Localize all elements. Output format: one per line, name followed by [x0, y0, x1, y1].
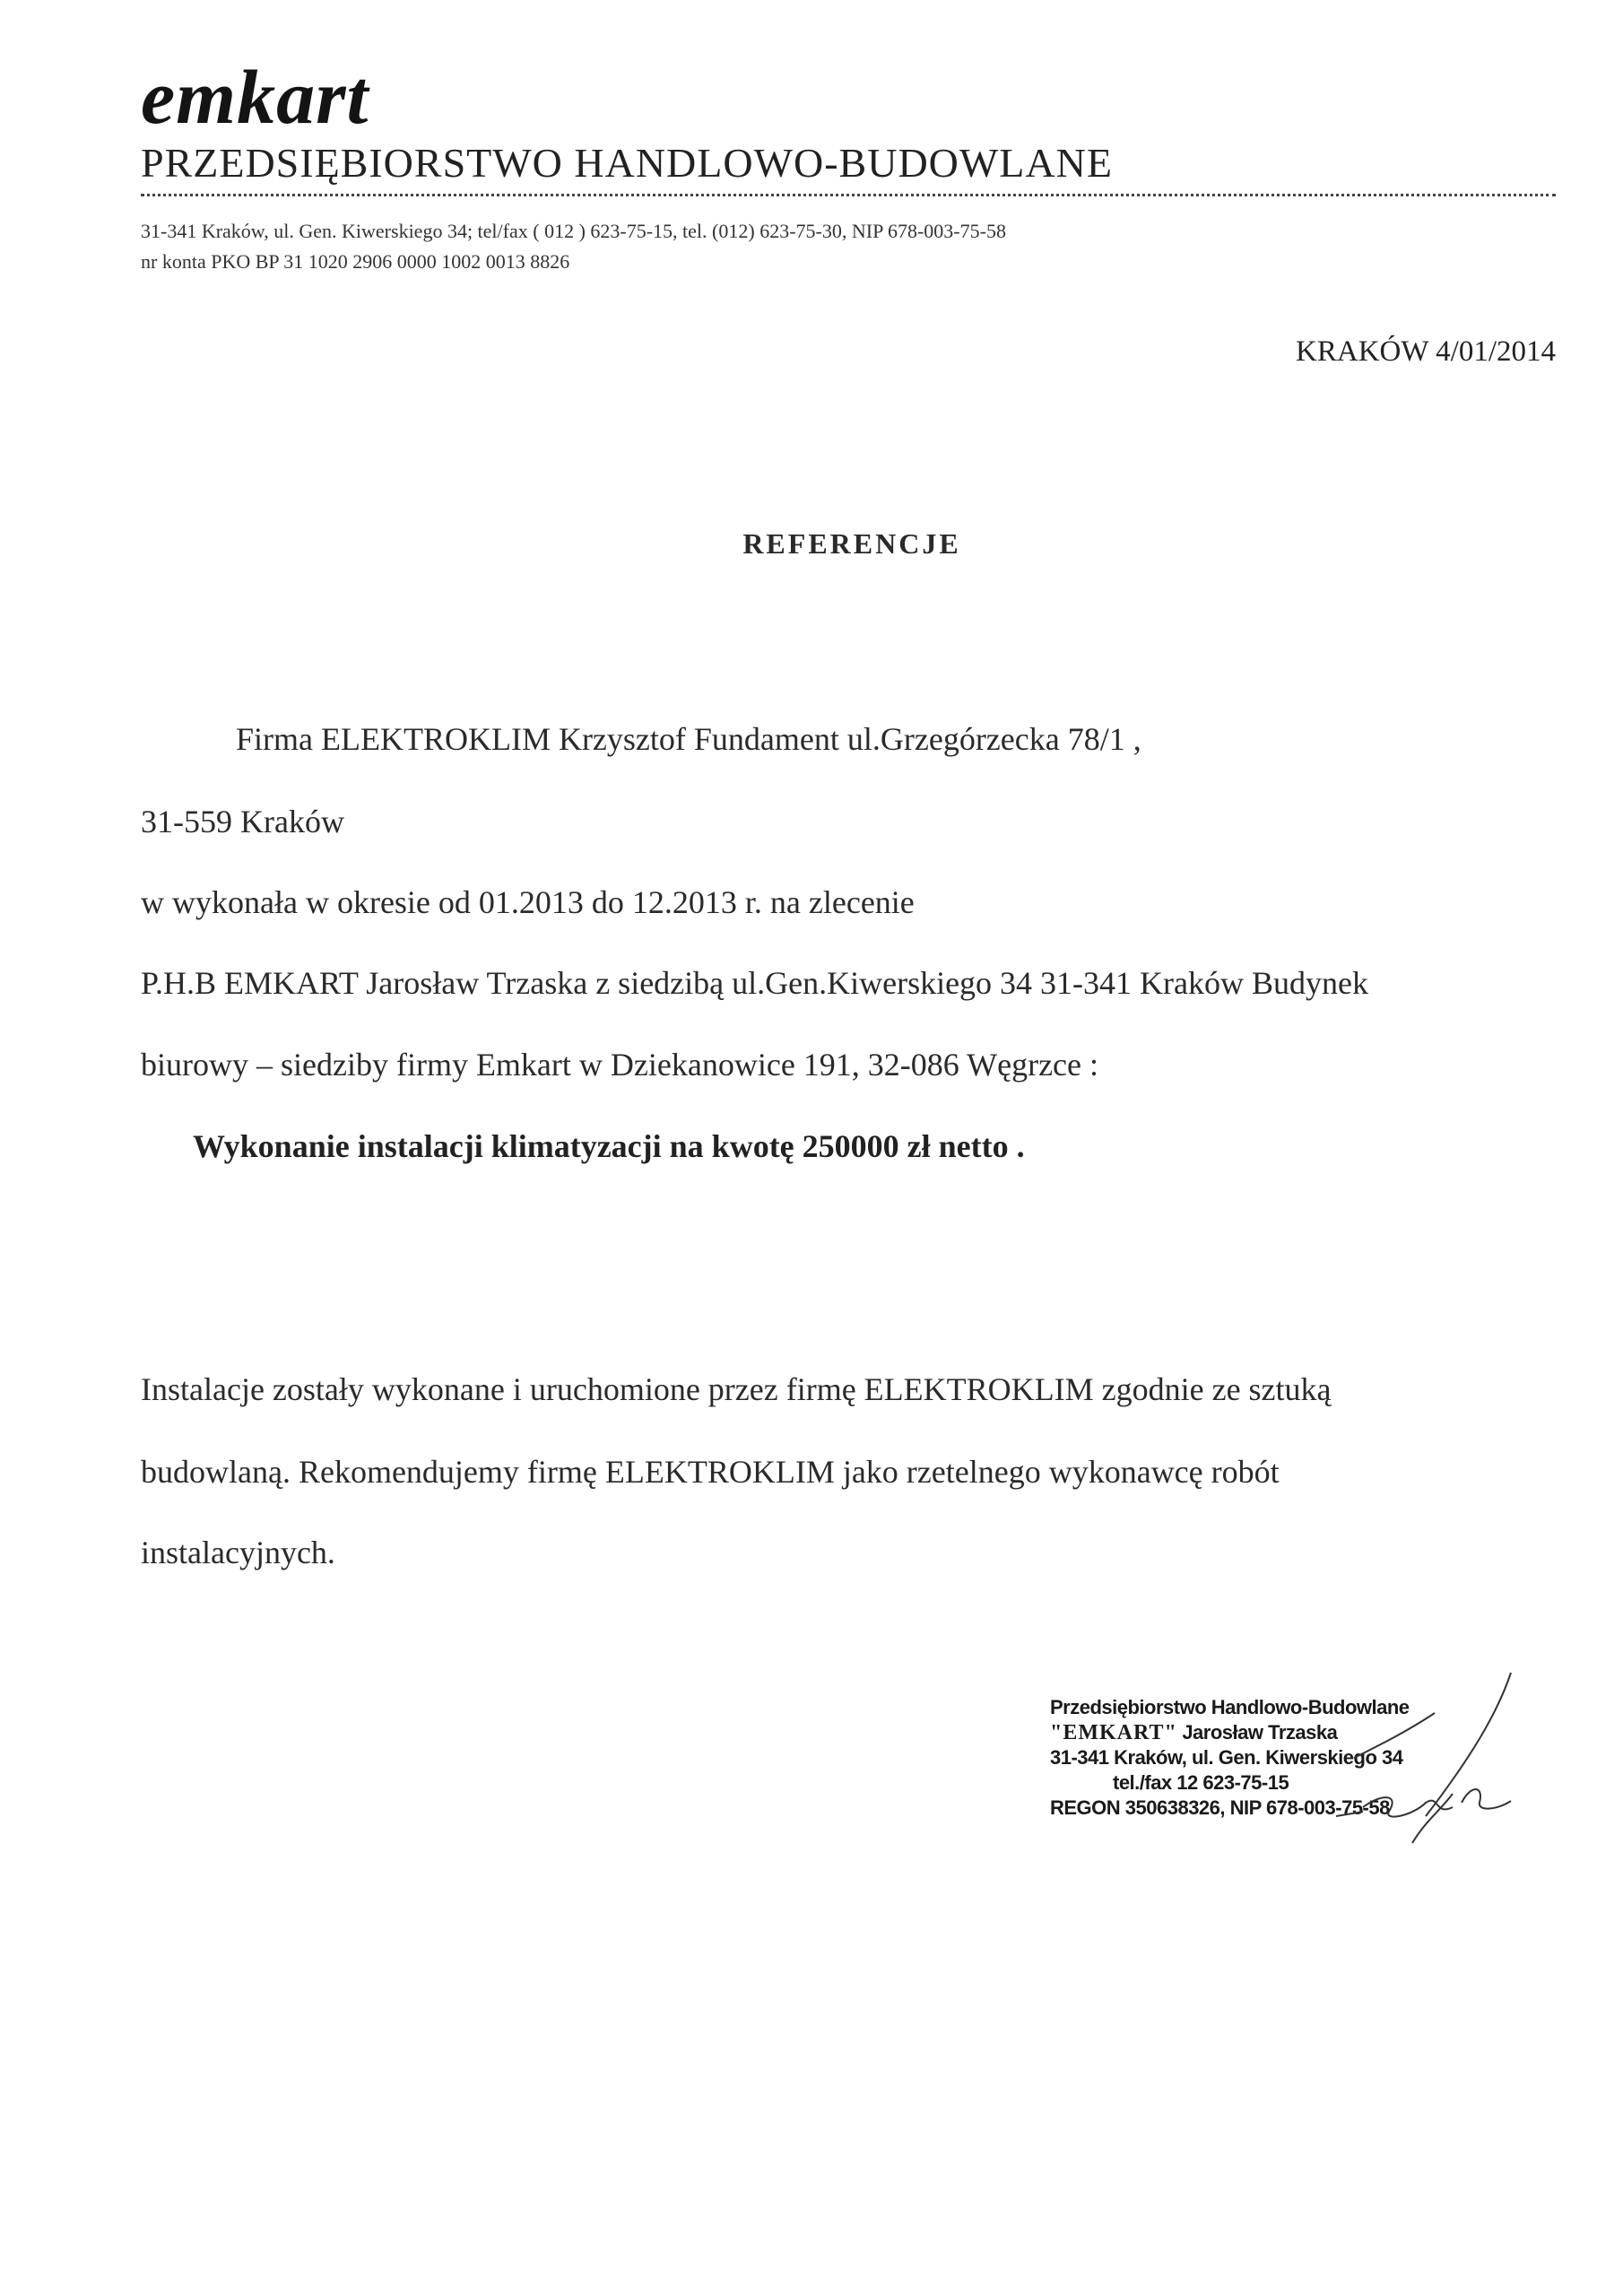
stamp-brand: "EMKART" — [1050, 1721, 1177, 1744]
company-type: PRZEDSIĘBIORSTWO HANDLOWO-BUDOWLANE — [141, 140, 1113, 186]
stamp-owner: Jarosław Trzaska — [1182, 1721, 1338, 1744]
body-line: 31-559 Kraków — [141, 804, 344, 839]
recommendation-line: Instalacje zostały wykonane i uruchomione przez firmę ELEKTROKLIM zgodnie ze sztuką — [141, 1371, 1332, 1407]
bank-account-line: nr konta PKO BP 31 1020 2906 0000 1002 0013 8826 — [141, 250, 570, 273]
stamp-line: tel./fax 12 623-75-15 — [1113, 1771, 1289, 1794]
letter-heading: REFERENCJE — [742, 527, 961, 560]
contact-line: 31-341 Kraków, ul. Gen. Kiwerskiego 34; tel/fax ( 012 ) 623-75-15, tel. (012) 623-75-30, NIP 678-003-75-58 — [141, 220, 1006, 242]
letter-date: KRAKÓW 4/01/2014 — [1296, 335, 1556, 368]
recommendation-line: budowlaną. Rekomendujemy firmę ELEKTROKLIM jako rzetelnego wykonawcę robót — [141, 1454, 1280, 1490]
body-line: Firma ELEKTROKLIM Krzysztof Fundament ul.Grzegórzecka 78/1 , — [236, 721, 1141, 757]
stamp-line: Przedsiębiorstwo Handlowo-Budowlane — [1050, 1696, 1410, 1718]
recommendation-line: instalacyjnych. — [141, 1535, 335, 1570]
stamp-line: 31-341 Kraków, ul. Gen. Kiwerskiego 34 — [1050, 1746, 1403, 1769]
letterhead-divider — [141, 194, 1556, 196]
body-line: P.H.B EMKART Jarosław Trzaska z siedzibą ul.Gen.Kiwerskiego 34 31-341 Kraków Budynek — [141, 965, 1369, 1001]
stamp-line: REGON 350638326, NIP 678-003-75-58 — [1050, 1796, 1390, 1819]
body-line: w wykonała w okresie od 01.2013 do 12.2013 r. na zlecenie — [141, 884, 915, 920]
work-summary: Wykonanie instalacji klimatyzacji na kwotę 250000 zł netto . — [193, 1128, 1025, 1164]
body-line: biurowy – siedziby firmy Emkart w Dziekanowice 191, 32-086 Węgrzce : — [141, 1047, 1099, 1083]
company-logo: emkart — [141, 54, 369, 140]
handwritten-signature — [1327, 1659, 1533, 1866]
